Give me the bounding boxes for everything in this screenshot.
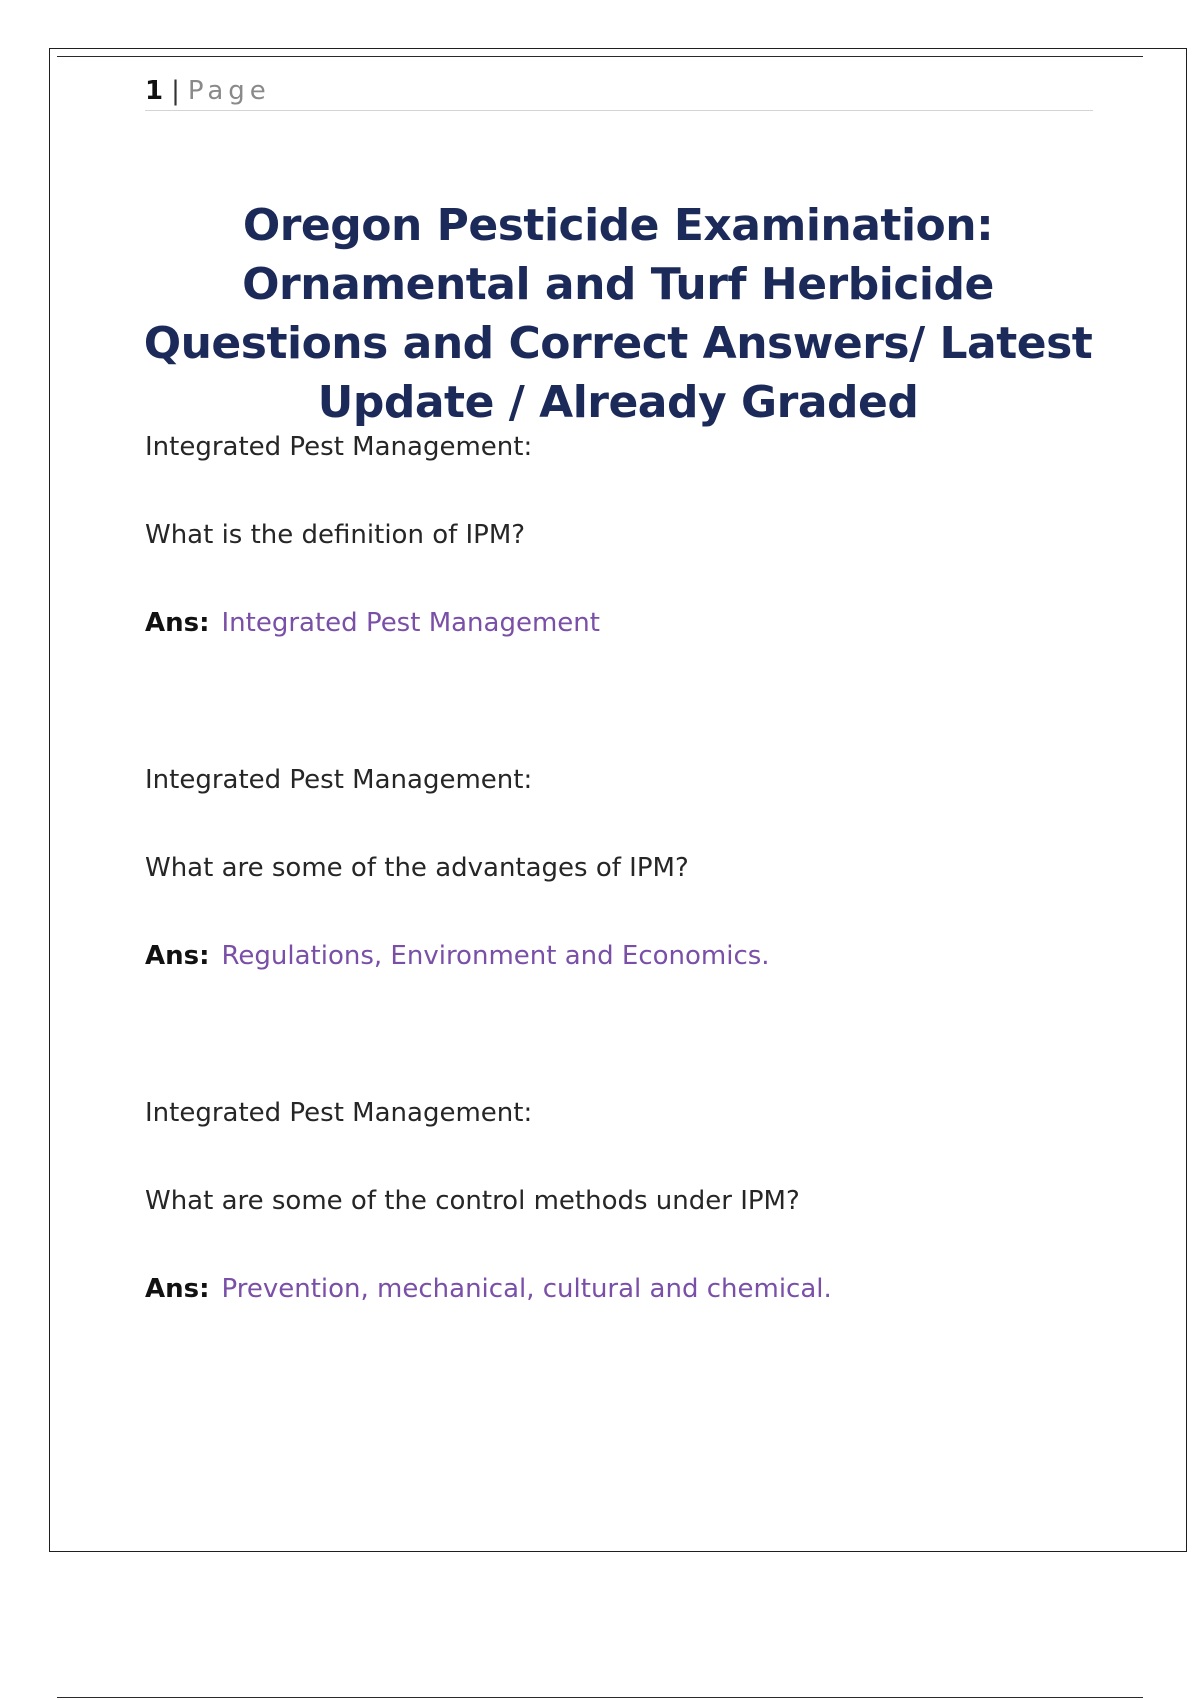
bottom-rule (57, 1697, 1143, 1698)
page-header (145, 76, 1093, 111)
answer-label: Ans: (145, 1274, 210, 1304)
answer-label: Ans: (145, 608, 210, 638)
qa-category: Integrated Pest Management: (145, 765, 533, 795)
document-title: Oregon Pesticide Examination: Ornamental and Turf Herbicide Questions and Correct Answers/ Latest Update / Already Graded (143, 200, 1093, 428)
page-number: 1 (145, 76, 164, 106)
answer-text: Prevention, mechanical, cultural and chemical. (221, 1274, 832, 1304)
answer-label: Ans: (145, 941, 210, 971)
page-separator: | (171, 76, 180, 106)
qa-category: Integrated Pest Management: (145, 1098, 533, 1128)
answer-text: Regulations, Environment and Economics. (221, 941, 770, 971)
qa-answer (145, 608, 600, 638)
page-label: Page (187, 76, 271, 106)
qa-category: Integrated Pest Management: (145, 432, 533, 462)
qa-question: What is the definition of IPM? (145, 520, 526, 550)
qa-question: What are some of the control methods under IPM? (145, 1186, 800, 1216)
top-rule (57, 56, 1143, 57)
qa-answer (145, 941, 770, 971)
qa-question: What are some of the advantages of IPM? (145, 853, 689, 883)
qa-answer (145, 1274, 832, 1304)
answer-text: Integrated Pest Management (221, 608, 600, 638)
